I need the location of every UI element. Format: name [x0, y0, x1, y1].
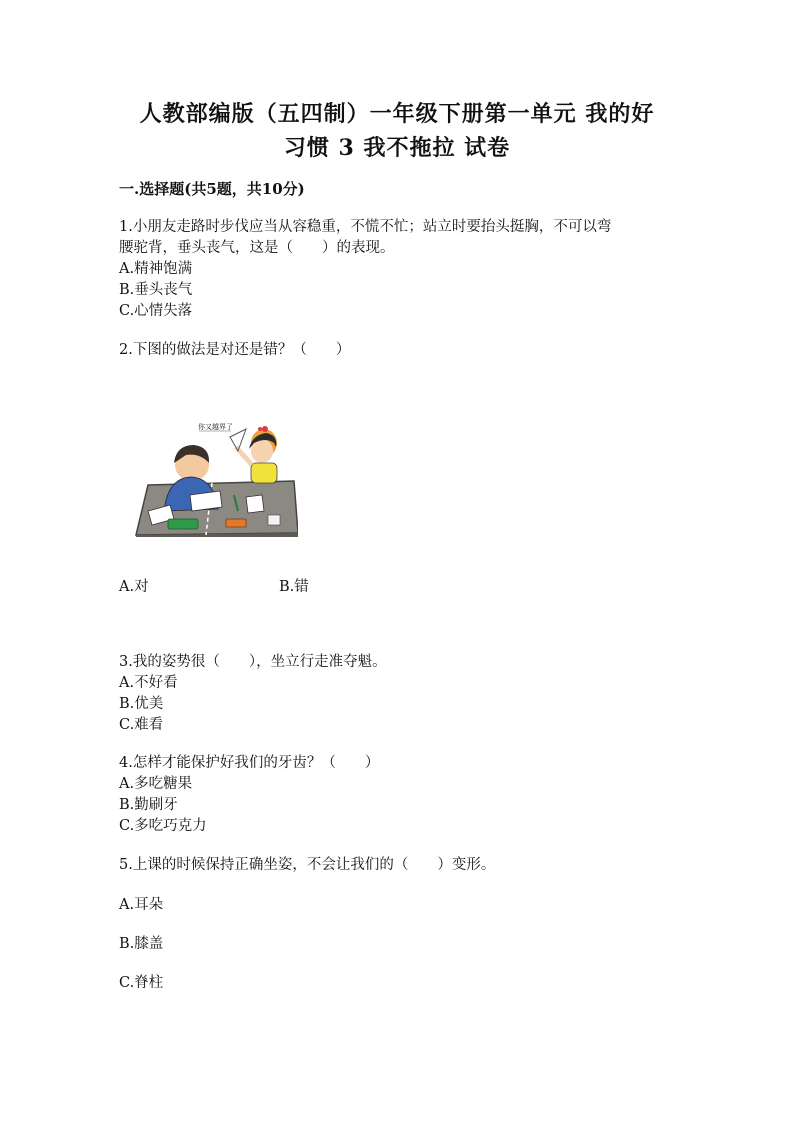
- question-1-option-b: B.垂头丧气: [119, 282, 193, 298]
- question-4-stem: 4.怎样才能保护好我们的牙齿？（ ）: [119, 755, 380, 771]
- exam-title-line2: 习惯 3 我不拖拉 试卷: [283, 135, 511, 161]
- question-5-option-a: A.耳朵: [119, 897, 164, 913]
- desk-boundary-illustration: [134, 415, 298, 537]
- question-1-option-c: C.心情失落: [119, 303, 193, 319]
- question-4-option-b: B.勤刷牙: [119, 797, 178, 813]
- question-1-stem-line1: 1.小朋友走路时步伐应当从容稳重，不慌不忙；站立时要抬头挺胸，不可以弯: [119, 219, 612, 235]
- section-heading: 一.选择题(共5题，共10分): [119, 180, 305, 198]
- question-2-option-b: B.错: [279, 579, 309, 595]
- question-5-option-c: C.脊柱: [119, 975, 164, 991]
- question-4-option-a: A.多吃糖果: [119, 776, 193, 792]
- question-1-option-a: A.精神饱满: [119, 261, 193, 277]
- question-2-stem: 2.下图的做法是对还是错？（ ）: [119, 342, 351, 358]
- speech-bubble-text: 你又越界了: [198, 423, 233, 431]
- question-3-option-b: B.优美: [119, 696, 164, 712]
- question-5-option-b: B.膝盖: [119, 936, 164, 952]
- question-5-stem: 5.上课的时候保持正确坐姿，不会让我们的（ ）变形。: [119, 857, 496, 873]
- exam-title-line1: 人教部编版（五四制）一年级下册第一单元 我的好: [139, 101, 655, 127]
- question-1-stem-line2: 腰驼背，垂头丧气，这是（ ）的表现。: [119, 240, 395, 256]
- question-3-stem: 3.我的姿势很（ ），坐立行走准夺魁。: [119, 654, 387, 670]
- question-3-option-c: C.难看: [119, 717, 164, 733]
- question-4-option-c: C.多吃巧克力: [119, 818, 207, 834]
- question-3-option-a: A.不好看: [119, 675, 178, 691]
- question-2-option-a: A.对: [119, 579, 149, 595]
